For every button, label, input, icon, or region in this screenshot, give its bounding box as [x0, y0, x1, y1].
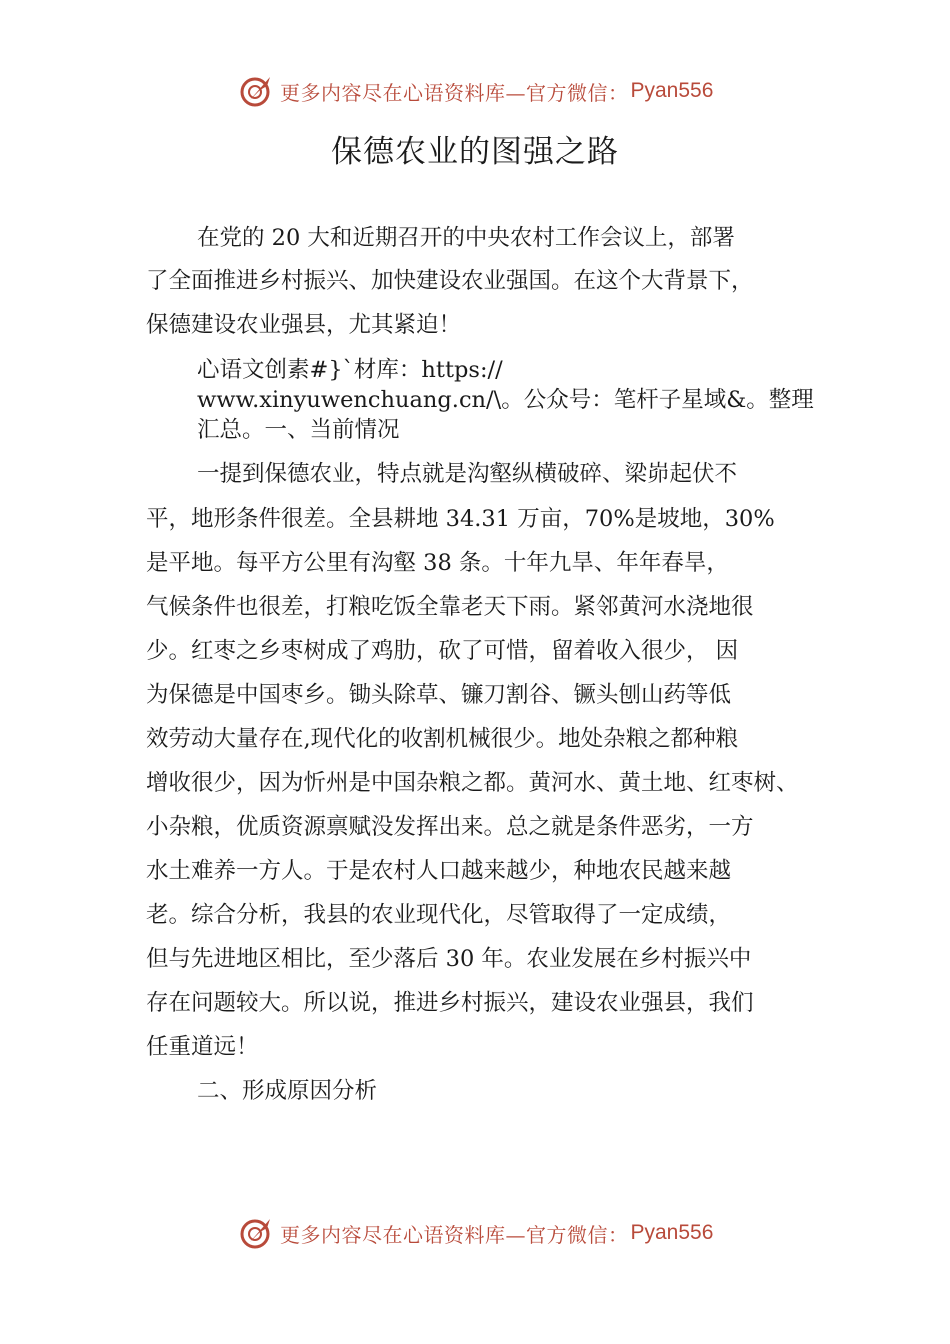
- body-line: 小杂粮，优质资源禀赋没发挥出来。总之就是条件恶劣，一方: [146, 814, 754, 840]
- banner-text: 更多内容尽在心语资料库—官方微信：: [280, 80, 629, 105]
- body-line: 平，地形条件很差。全县耕地 34.31 万亩，70%是坡地，30%: [146, 506, 775, 532]
- body-line: 任重道远！: [146, 1034, 259, 1060]
- body-line: 气候条件也很差，打粮吃饭全靠老天下雨。紧邻黄河水浇地很: [146, 594, 754, 620]
- body-line: 少。红枣之乡枣树成了鸡肋，砍了可惜，留着收入很少， 因: [146, 638, 739, 664]
- banner-wechat-handle: Pyan556: [630, 1221, 714, 1244]
- body-line: 效劳动大量存在,现代化的收割机械很少。地处杂粮之都种粮: [146, 726, 739, 752]
- body-line: 增收很少，因为忻州是中国杂粮之都。黄河水、黄土地、红枣树、: [146, 770, 799, 796]
- body-line: 了全面推进乡村振兴、加快建设农业强国。在这个大背景下，: [146, 268, 754, 294]
- body-line: 但与先进地区相比，至少落后 30 年。农业发展在乡村振兴中: [146, 946, 752, 972]
- quill-circle-logo-icon: [240, 74, 274, 108]
- body-line: 水土难养一方人。于是农村人口越来越少，种地农民越来越: [146, 858, 732, 884]
- section-heading: 二、形成原因分析: [197, 1078, 378, 1104]
- body-line: 存在问题较大。所以说，推进乡村振兴，建设农业强县，我们: [146, 990, 754, 1016]
- body-line: www.xinyuwenchuang.cn/\。公众号：笔杆子星域&。整理: [197, 387, 814, 413]
- body-line: 一提到保德农业，特点就是沟壑纵横破碎、梁峁起伏不: [197, 461, 738, 487]
- body-line: 在党的 20 大和近期召开的中央农村工作会议上，部署: [197, 225, 735, 251]
- quill-circle-logo-icon: [240, 1216, 274, 1250]
- banner-wechat-handle: Pyan556: [630, 79, 714, 102]
- footer-banner: [240, 1214, 720, 1252]
- document-title: 保德农业的图强之路: [331, 134, 619, 170]
- body-line: 是平地。每平方公里有沟壑 38 条。十年九旱、年年春旱，: [146, 550, 729, 576]
- body-line: 保德建设农业强县，尤其紧迫！: [146, 312, 462, 338]
- header-banner: [240, 72, 720, 110]
- body-line: 老。综合分析，我县的农业现代化，尽管取得了一定成绩，: [146, 902, 732, 928]
- body-line: 为保德是中国枣乡。锄头除草、镰刀割谷、镢头刨山药等低: [146, 682, 732, 708]
- banner-text: 更多内容尽在心语资料库—官方微信：: [280, 1222, 629, 1247]
- body-line: 心语文创素#}`材库：https://: [197, 357, 503, 383]
- body-line: 汇总。一、当前情况: [197, 417, 400, 443]
